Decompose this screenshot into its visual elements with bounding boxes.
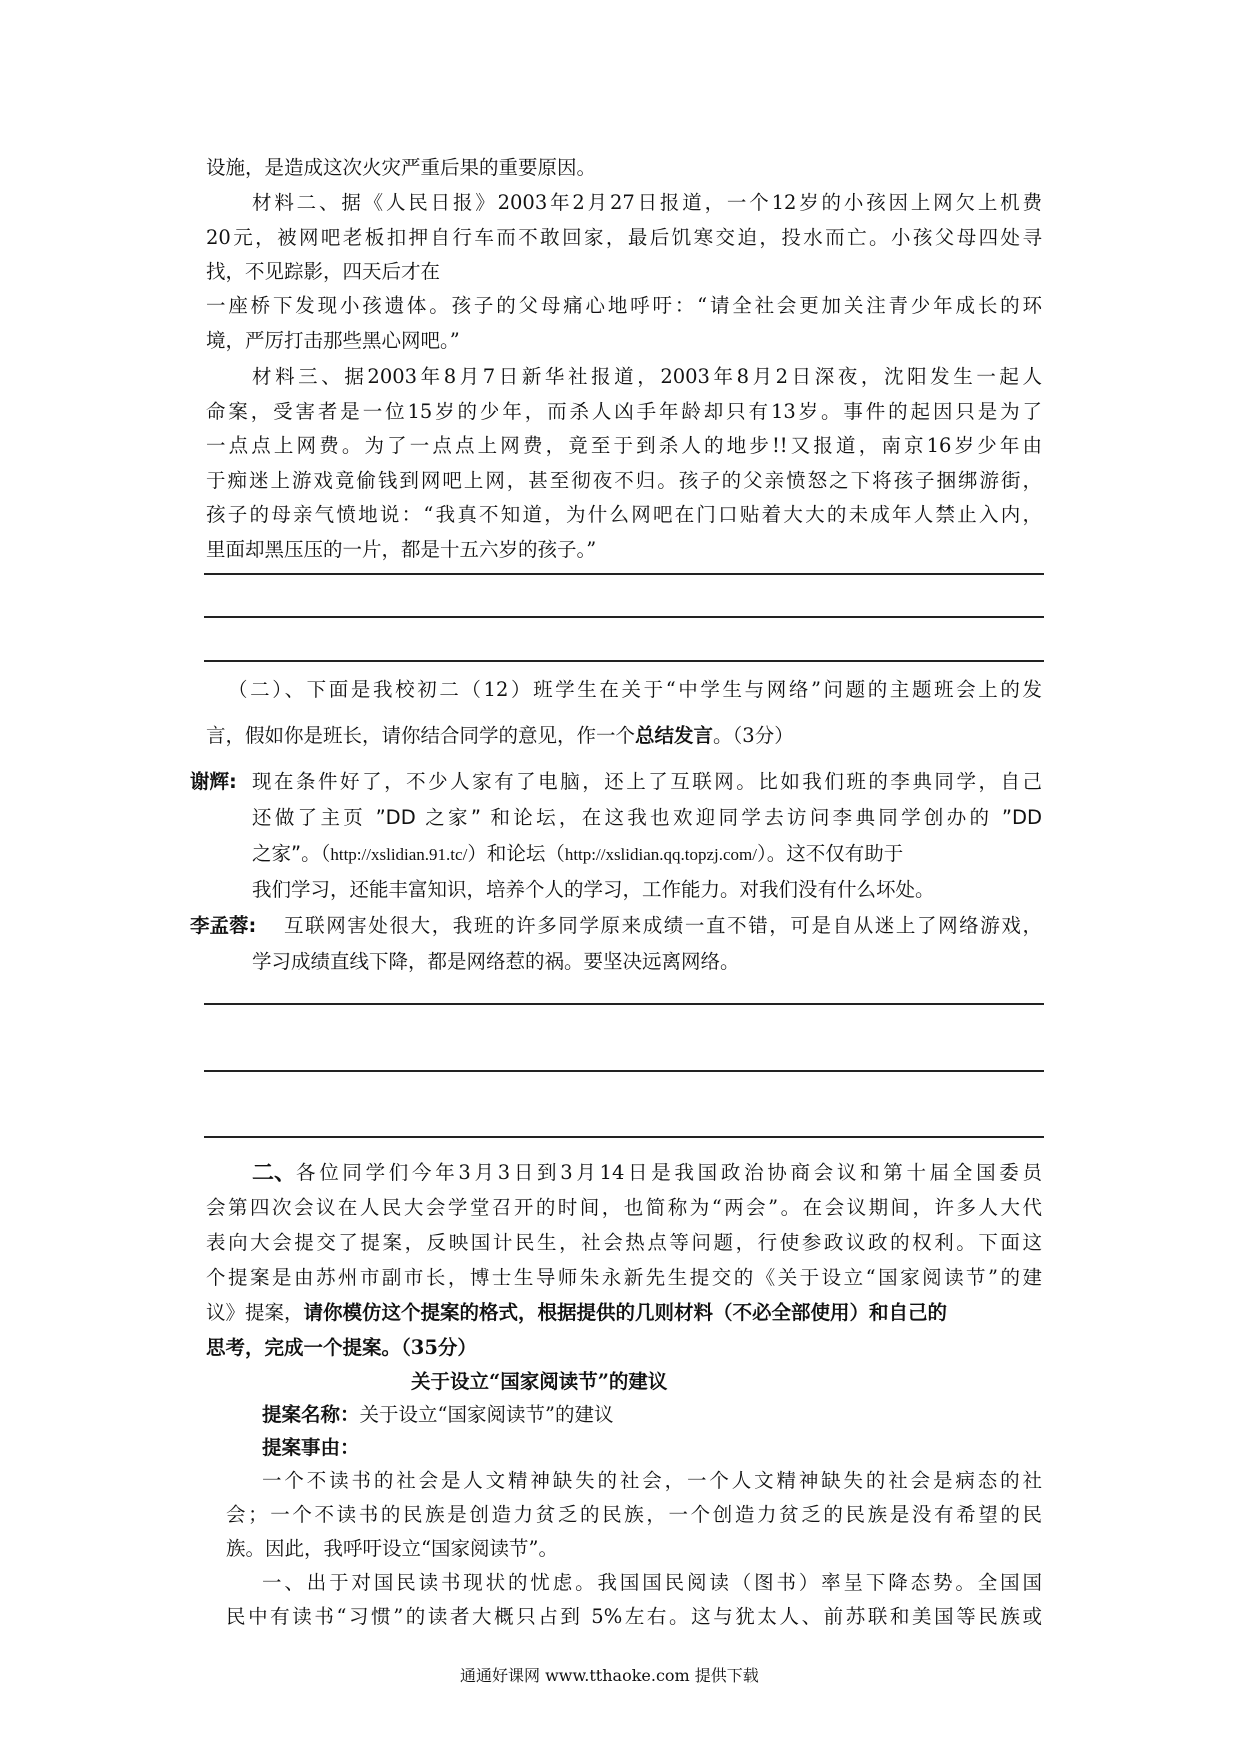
- xie-line-2: 还做了主页 ”DD 之家” 和论坛，在这我也欢迎同学去访问李典同学创办的 ”DD: [252, 806, 1042, 829]
- section2-line-2: 会第四次会议在人民大会学堂召开的时间，也简称为“两会”。在会议期间，许多人大代: [206, 1196, 1042, 1219]
- answer-line: [204, 1003, 1044, 1005]
- part2-summary-bold: 总结发言: [635, 724, 714, 747]
- material1-tail: 设施，是造成这次火灾严重后果的重要原因。: [206, 156, 597, 179]
- answer-line: [204, 573, 1044, 575]
- material2-line-5: 境，严厉打击那些黑心网吧。”: [206, 329, 460, 352]
- speaker-name-li: 李孟蓉:: [190, 914, 257, 937]
- speaker-name-li-text: 李孟蓉: [190, 914, 249, 937]
- point1-line-1: 一、出于对国民读书现状的忧虑。我国国民阅读（图书）率呈下降态势。全国国: [262, 1571, 1042, 1594]
- material3-line-5: 孩子的母亲气愤地说：“我真不知道，为什么网吧在门口贴着大大的未成年人禁止入内，: [206, 503, 1042, 526]
- material2-line-2: 20元，被网吧老板扣押自行车而不敢回家，最后饥寒交迫，投水而亡。小孩父母四处寻: [206, 226, 1042, 249]
- xie-line-1: 现在条件好了，不少人家有了电脑，还上了互联网。比如我们班的李典同学，自己: [252, 770, 1042, 793]
- proposal-name-value: 关于设立“国家阅读节”的建议: [359, 1403, 614, 1426]
- proposal-title: 关于设立“国家阅读节”的建议: [411, 1370, 668, 1393]
- material3-line-4: 于痴迷上游戏竟偷钱到网吧上网，甚至彻夜不归。孩子的父亲愤怒之下将孩子捆绑游街，: [206, 469, 1042, 492]
- url-link-2[interactable]: http://xslidian.qq.topzj.com/: [564, 845, 758, 864]
- speaker-name-xie: 谢辉:: [190, 770, 237, 793]
- section2-line-4: 个提案是由苏州市副市长，博士生导师朱永新先生提交的《关于设立“国家阅读节”的建: [206, 1266, 1042, 1289]
- proposal-reason-label: 提案事由：: [262, 1436, 360, 1459]
- part2-line-2-pre: 言，假如你是班长，请你结合同学的意见，作一个: [206, 724, 636, 747]
- li-line-1: 互联网害处很大，我班的许多同学原来成绩一直不错，可是自从迷上了网络游戏，: [284, 914, 1042, 937]
- section2-line-6: 思考，完成一个提案。（35分）: [206, 1336, 477, 1359]
- xie-line-3: [252, 842, 903, 865]
- part2-line-2: [206, 724, 794, 747]
- material2-line-4: 一座桥下发现小孩遗体。孩子的父母痛心地呼吁：“请全社会更加关注青少年成长的环: [206, 294, 1042, 317]
- material2-line-3: 找，不见踪影，四天后才在: [206, 260, 441, 283]
- material3-line-2: 命案，受害者是一位15岁的少年，而杀人凶手年龄却只有13岁。事件的起因只是为了: [206, 400, 1042, 423]
- answer-line: [204, 660, 1044, 662]
- section2-line-5: [206, 1301, 947, 1324]
- part2-line-1: （二）、下面是我校初二（12）班学生在关于“中学生与网络”问题的主题班会上的发: [228, 678, 1042, 701]
- xie-line-3-c: ）。这不仅有助于: [757, 842, 904, 865]
- proposal-name-label: 提案名称：: [262, 1403, 360, 1426]
- proposal-name-row: [262, 1403, 613, 1426]
- material3-line-1: 材料三、据2003年8月7日新华社报道，2003年8月2日深夜，沈阳发生一起人: [252, 365, 1042, 388]
- li-line-2: 学习成绩直线下降，都是网络惹的祸。要坚决远离网络。: [252, 950, 740, 973]
- section2-number: 二、: [252, 1160, 297, 1186]
- point1-line-2: 民中有读书“习惯”的读者大概只占到 5%左右。这与犹太人、前苏联和美国等民族或: [226, 1605, 1042, 1628]
- reason-line-1: 一个不读书的社会是人文精神缺失的社会，一个人文精神缺失的社会是病态的社: [262, 1469, 1042, 1492]
- section2-instruction-bold: 请你模仿这个提案的格式，根据提供的几则材料（不必全部使用）和自己的: [303, 1301, 948, 1324]
- reason-line-2: 会；一个不读书的民族是创造力贫乏的民族，一个创造力贫乏的民族是没有希望的民: [226, 1503, 1042, 1526]
- section2-line-3: 表向大会提交了提案，反映国计民生，社会热点等问题，行使参政议政的权利。下面这: [206, 1231, 1042, 1254]
- reason-line-3: 族。因此，我呼吁设立“国家阅读节”。: [226, 1537, 558, 1560]
- url-link-1[interactable]: http://xslidian.91.tc/: [330, 845, 468, 864]
- answer-line: [204, 1136, 1044, 1138]
- answer-line: [204, 1070, 1044, 1072]
- part2-line-2-post: 。（3分）: [713, 724, 794, 747]
- xie-line-3-a: 之家”。（: [252, 842, 331, 865]
- xie-line-3-b: ）和论坛（: [467, 842, 565, 865]
- speaker-name-xie-text: 谢辉: [190, 770, 230, 793]
- section2-line-5-pre: 议》提案，: [206, 1301, 304, 1324]
- material3-line-6: 里面却黑压压的一片，都是十五六岁的孩子。”: [206, 538, 597, 561]
- answer-line: [204, 616, 1044, 618]
- section2-line-1: 各位同学们今年3月3日到3月14日是我国政治协商会议和第十届全国委员: [296, 1161, 1042, 1184]
- page-footer: 通通好课网 www.tthaoke.com 提供下载: [460, 1666, 759, 1685]
- xie-line-4: 我们学习，还能丰富知识，培养个人的学习，工作能力。对我们没有什么坏处。: [252, 878, 935, 901]
- material3-line-3: 一点点上网费。为了一点点上网费，竟至于到杀人的地步!!又报道，南京16岁少年由: [206, 434, 1042, 457]
- material2-line-1: 材料二、据《人民日报》2003年2月27日报道，一个12岁的小孩因上网欠上机费: [252, 191, 1042, 214]
